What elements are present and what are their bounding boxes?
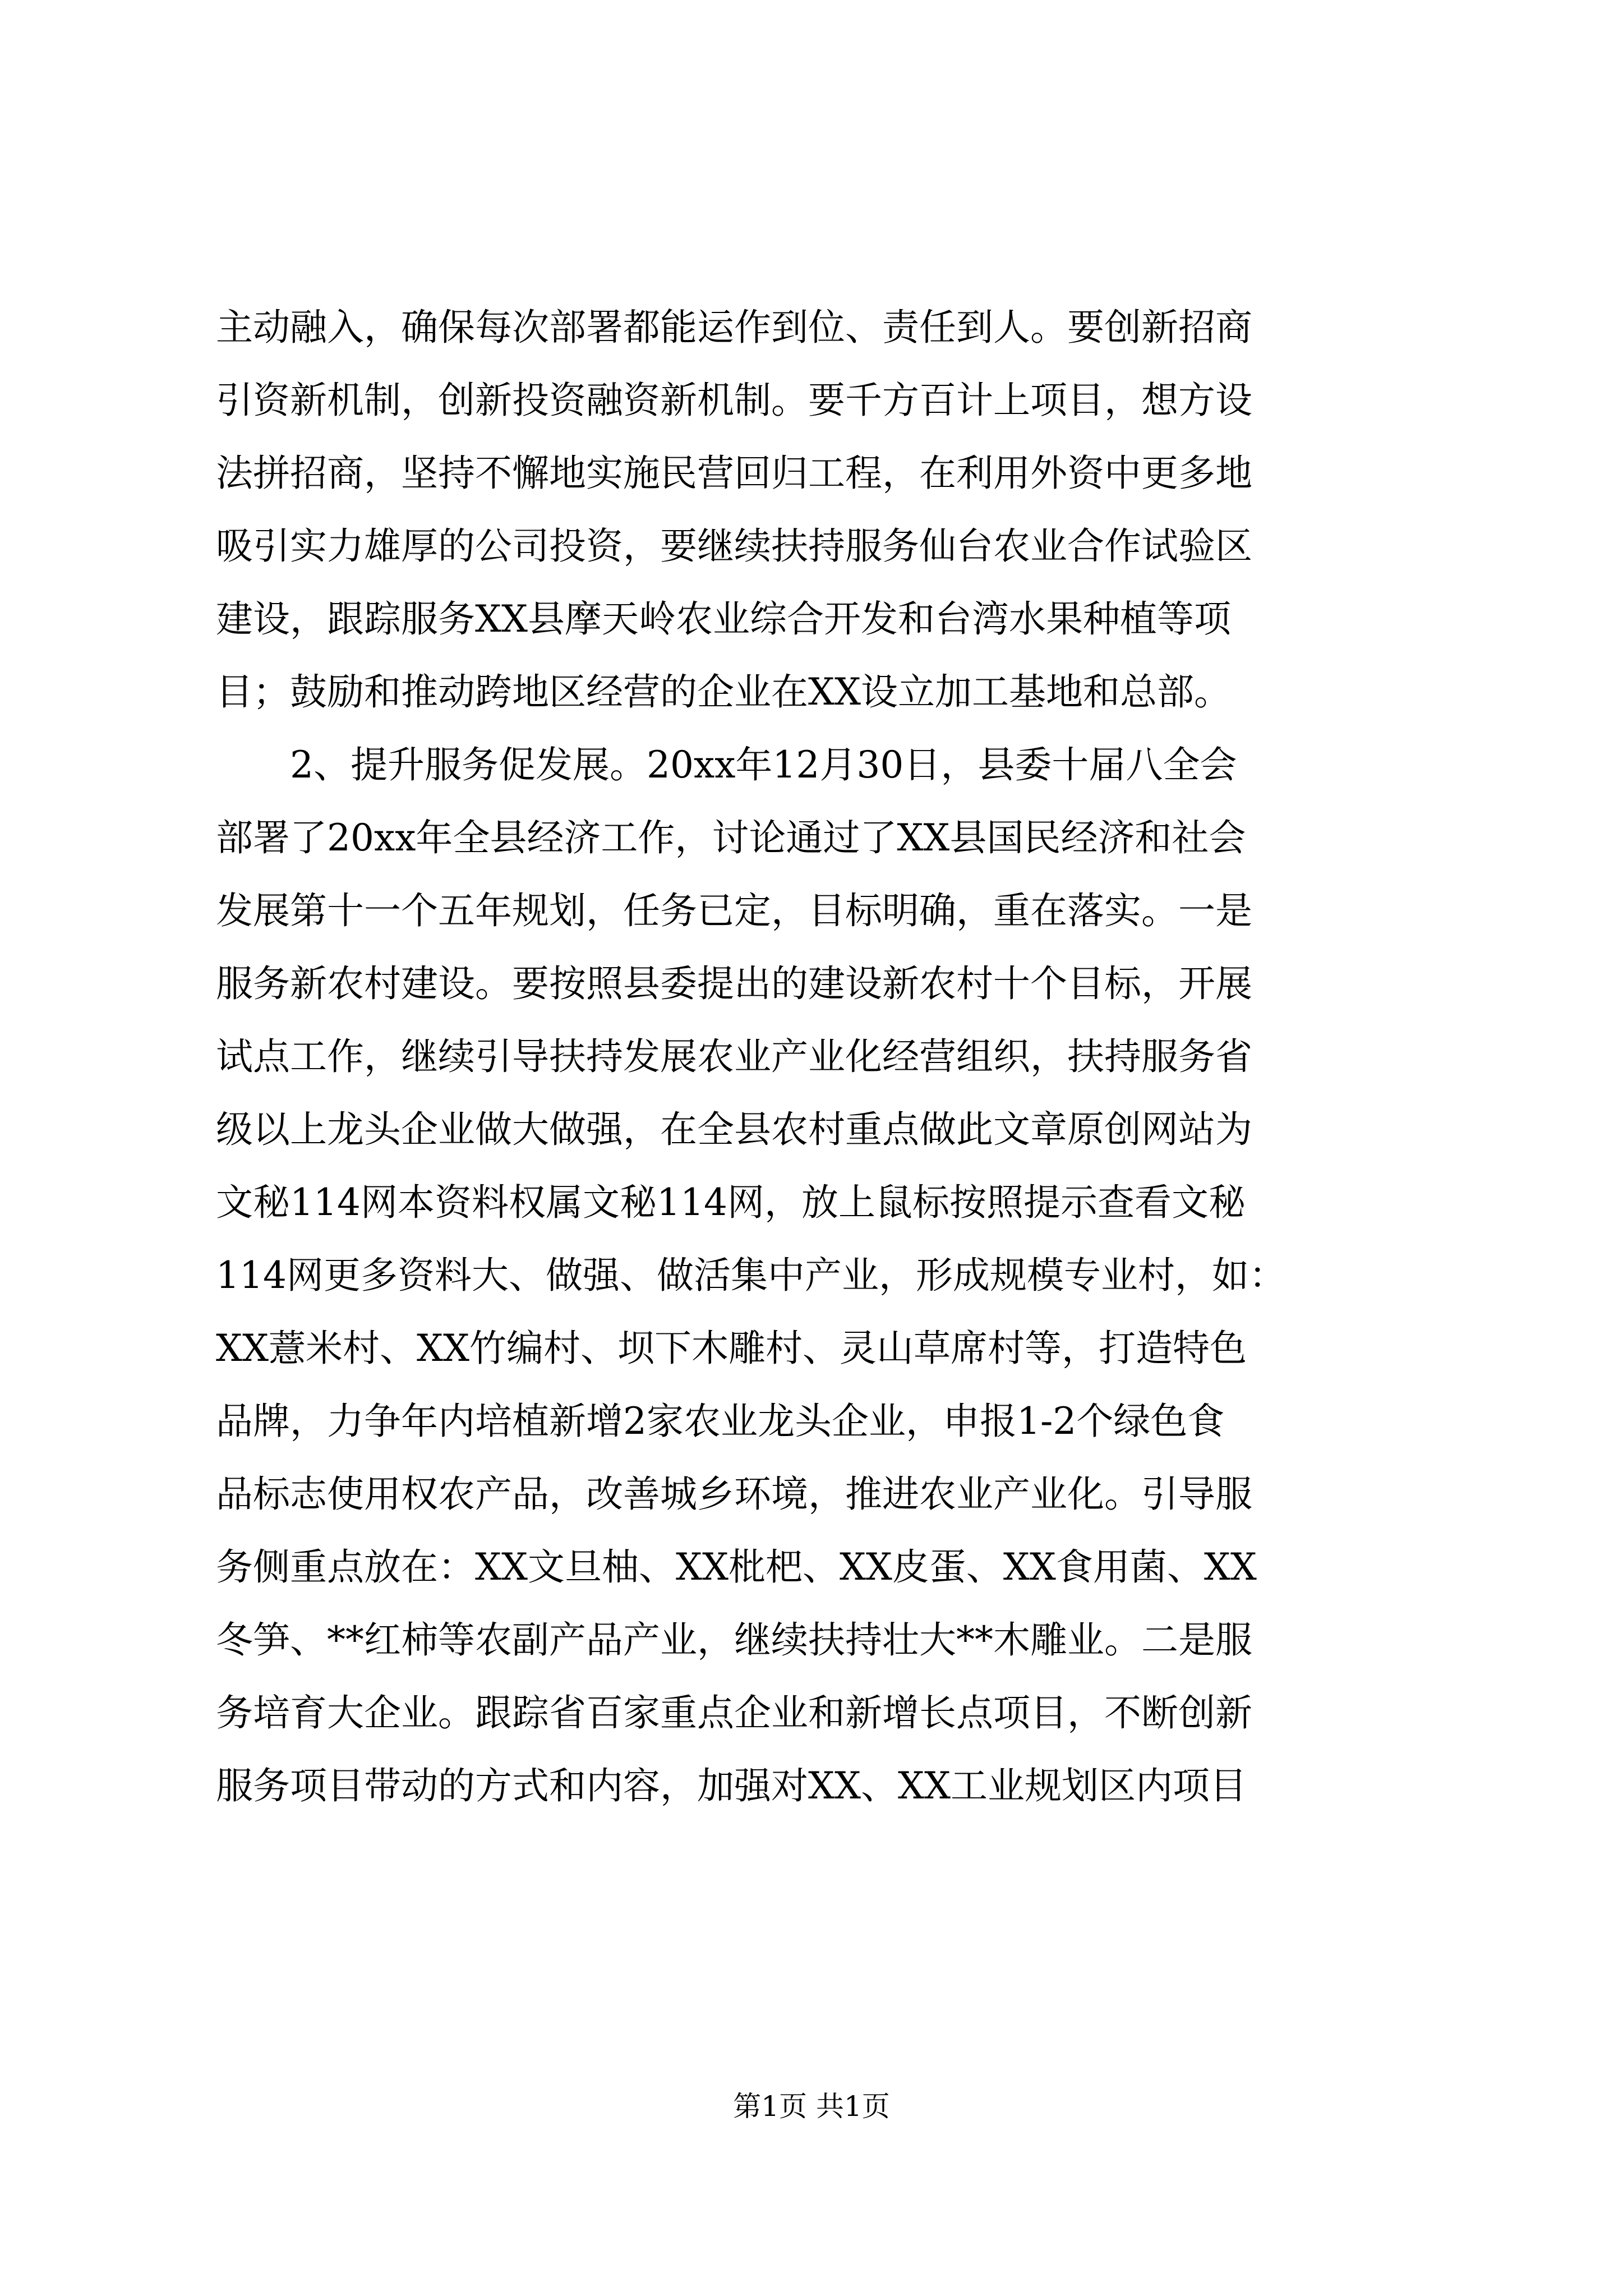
text-line: 114网更多资料大、做强、做活集中产业，形成规模专业村，如：: [216, 1254, 1286, 1297]
text-line: 务培育大企业。跟踪省百家重点企业和新增长点项目，不断创新: [216, 1691, 1252, 1734]
text-line: 引资新机制，创新投资融资新机制。要千方百计上项目，想方设: [216, 379, 1252, 422]
text-line: 目；鼓励和推动跨地区经营的企业在XX设立加工基地和总部。: [216, 670, 1231, 714]
text-line: XX薏米村、XX竹编村、坝下木雕村、灵山草席村等，打造特色: [216, 1327, 1247, 1370]
text-line: 服务项目带动的方式和内容，加强对XX、XX工业规划区内项目: [216, 1764, 1247, 1807]
text-line: 法拼招商，坚持不懈地实施民营回归工程，在利用外资中更多地: [216, 452, 1252, 495]
text-line: 品标志使用权农产品，改善城乡环境，推进农业产业化。引导服: [216, 1473, 1252, 1516]
text-line: 服务新农村建设。要按照县委提出的建设新农村十个目标，开展: [216, 962, 1252, 1005]
paragraph-start-line: 2、提升服务促发展。20xx年12月30日，县委十届八全会: [216, 743, 1237, 786]
text-line: 文秘114网本资料权属文秘114网，放上鼠标按照提示查看文秘: [216, 1181, 1246, 1224]
text-line: 级以上龙头企业做大做强，在全县农村重点做此文章原创网站为: [216, 1108, 1252, 1151]
text-line: 吸引实力雄厚的公司投资，要继续扶持服务仙台农业合作试验区: [216, 524, 1252, 568]
text-line: 试点工作，继续引导扶持发展农业产业化经营组织，扶持服务省: [216, 1035, 1252, 1078]
text-line: 主动融入，确保每次部署都能运作到位、责任到人。要创新招商: [216, 306, 1252, 349]
page-footer: 第1页 共1页: [733, 2090, 890, 2123]
text-line: 部署了20xx年全县经济工作，讨论通过了XX县国民经济和社会: [216, 816, 1246, 859]
text-line: 务侧重点放在：XX文旦柚、XX枇杷、XX皮蛋、XX食用菌、XX: [216, 1545, 1257, 1589]
text-line: 冬笋、**红柿等农副产品产业，继续扶持壮大**木雕业。二是服: [216, 1618, 1252, 1662]
text-line: 品牌，力争年内培植新增2家农业龙头企业，申报1-2个绿色食: [216, 1400, 1225, 1443]
text-line: 发展第十一个五年规划，任务已定，目标明确，重在落实。一是: [216, 889, 1252, 932]
text-line: 建设，跟踪服务XX县摩天岭农业综合开发和台湾水果种植等项: [216, 597, 1231, 641]
